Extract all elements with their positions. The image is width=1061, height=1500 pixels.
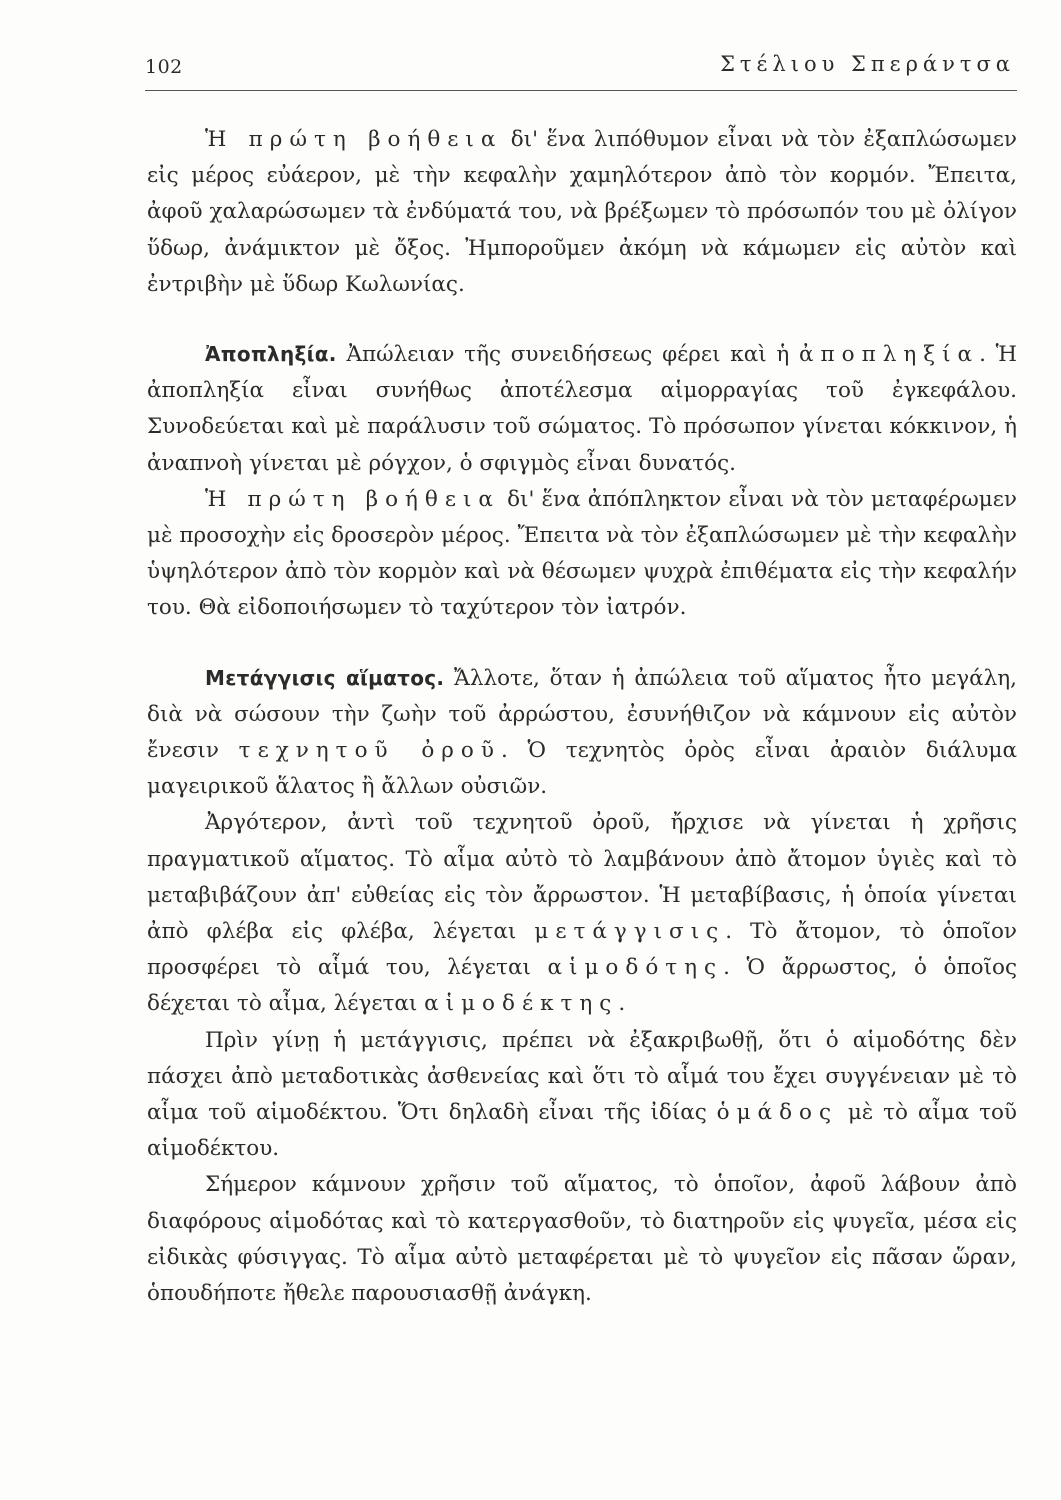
paragraph-blood-compatibility: [147, 1023, 1017, 1168]
spaced-term: αἱμοδότης: [547, 955, 724, 981]
paragraph-text: δι' ἕνα ἀπόπληκτον εἶναι νὰ τὸν μεταφέρωμεν μὲ προσοχὴν εἰς δροσερὸν μέρος. Ἔπειτα νὰ τὸν ἐξαπλώσωμεν μὲ τὴν κεφαλὴν ὑψηλότερον ἀπὸ τὸν κορμὸν καὶ νὰ θέσωμεν ψυχρὰ ἐπιθέματα εἰς τὴν κεφαλήν του. Θὰ εἰδοποιήσωμεν τὸ ταχύτερον τὸν ἰατρόν.: [147, 486, 1017, 621]
page-body: [147, 122, 1017, 1312]
paragraph-text: Ἀπώλειαν τῆς συνειδήσεως φέρει καὶ ἡ: [336, 342, 800, 368]
paragraph-text: Ἀργότερον, ἀντὶ τοῦ τεχνητοῦ ὀροῦ, ἤρχισε νὰ γίνεται ἡ χρῆσις πραγματικοῦ αἵματος. Τὸ αἷμα αὐτὸ τὸ λαμβάνουν ἀπὸ ἄτομον ὑγιὲς καὶ τὸ μεταβιβάζουν ἀπ' εὐθείας εἰς τὸν ἄρρωστον. Ἡ μεταβίβασις, ἡ ὁποία γίνεται ἀπὸ φλέβα εἰς φλέβα, λέγεται: [147, 810, 1017, 945]
paragraph-text: Πρὶν γίνῃ ἡ μετάγγισις, πρέπει νὰ ἐξακριβωθῇ, ὅτι ὁ αἱμοδότης δὲν πάσχει ἀπὸ μεταδοτικὰς ἀσθενείας καὶ ὅτι τὸ αἷμά του ἔχει συγγένειαν μὲ τὸ αἷμα τοῦ αἱμοδέκτου. Ὅτι δηλαδὴ εἶναι τῆς ἰδίας: [147, 1027, 1017, 1126]
running-head: Στέλιου Σπεράντσα: [720, 52, 1015, 76]
paragraph-apoplexy: [147, 336, 1017, 482]
spaced-term: Ἡ πρώτη βοήθεια: [205, 127, 503, 152]
section-heading-transfusion: Μετάγγισις αἵματος.: [205, 665, 445, 690]
paragraph-text: .: [618, 991, 626, 1017]
paragraph-text: δι' ἕνα λιπόθυμον εἶναι νὰ τὸν ἐξαπλώσωμεν εἰς μέρος εὐάερον, μὲ τὴν κεφαλὴν χαμηλότερον ἀπὸ τὸν κορμόν. Ἔπειτα, ἀφοῦ χαλαρώσωμεν τὰ ἐνδύματά του, νὰ βρέξωμεν τὸ πρόσωπόν του μὲ ὀλίγον ὕδωρ, ἀνάμικτον μὲ ὄξος. Ἠμποροῦμεν ἀκόμη νὰ κάμωμεν εἰς αὐτὸν καὶ ἐντριβὴν μὲ ὕδωρ Κωλωνίας.: [147, 127, 1017, 297]
paragraph-text: . Ἡ ἀποπληξία εἶναι συνήθως ἀποτέλεσμα αἱμορραγίας τοῦ ἐγκεφάλου. Συνοδεύεται καὶ μὲ παράλυσιν τοῦ σώματος. Τὸ πρόσωπον γίνεται κόκκινον, ἡ ἀναπνοὴ γίνεται μὲ ρόγχον, ὁ σφιγμὸς εἶναι δυνατός.: [147, 342, 1017, 476]
spaced-term: ὁμάδος: [716, 1100, 839, 1126]
spaced-term: μετάγγισις: [534, 919, 726, 945]
paragraph-transfusion: [147, 660, 1017, 806]
spaced-term: Ἡ πρώτη βοήθεια: [205, 486, 500, 512]
paragraph-first-aid-fainting: [147, 122, 1017, 303]
paragraph-text: μὲ τὸ αἷμα τοῦ αἱμοδέκτου.: [147, 1100, 1017, 1162]
paragraph-text: . Ὁ ἄρρωστος, ὁ ὁποῖος δέχεται τὸ αἷμα, λέγεται: [147, 955, 1017, 1017]
page-header: [145, 46, 1017, 91]
page-number: 102: [145, 56, 183, 78]
paragraph-blood-storage: [147, 1167, 1017, 1312]
section-heading-apoplexy: Ἀποπληξία.: [205, 342, 337, 367]
spaced-term: αἱμοδέκτης: [424, 991, 619, 1017]
paragraph-text: Ἄλλοτε, ὅταν ἡ ἀπώλεια τοῦ αἵματος ἦτο μεγάλη, διὰ νὰ σώσουν τὴν ζωὴν τοῦ ἀρρώστου, ἐσυνήθιζον νὰ κάμνουν εἰς αὐτὸν ἔνεσιν: [147, 665, 1017, 764]
paragraph-text: Σήμερον κάμνουν χρῆσιν τοῦ αἵματος, τὸ ὁποῖον, ἀφοῦ λάβουν ἀπὸ διαφόρους αἱμοδότας καὶ τὸ κατεργασθοῦν, τὸ διατηροῦν εἰς ψυγεῖα, μέσα εἰς εἰδικὰς φύσιγγας. Τὸ αἷμα αὐτὸ μεταφέρεται μὲ τὸ ψυγεῖον εἰς πᾶσαν ὥραν, ὁπουδήποτε ἤθελε παρουσιασθῇ ἀνάγκη.: [147, 1172, 1017, 1307]
paragraph-real-blood: [147, 805, 1017, 1022]
paragraph-text: . Τὸ ἄτομον, τὸ ὁποῖον προσφέρει τὸ αἷμά του, λέγεται: [147, 919, 1018, 981]
spaced-term: τεχνητοῦ ὀροῦ: [238, 738, 501, 764]
spaced-term: ἀποπληξία: [799, 342, 980, 368]
paragraph-text: . Ὁ τεχνητὸς ὀρὸς εἶναι ἀραιὸν διάλυμα μαγειρικοῦ ἅλατος ἢ ἄλλων οὐσιῶν.: [147, 738, 1017, 800]
paragraph-first-aid-apoplexy: [147, 482, 1017, 627]
